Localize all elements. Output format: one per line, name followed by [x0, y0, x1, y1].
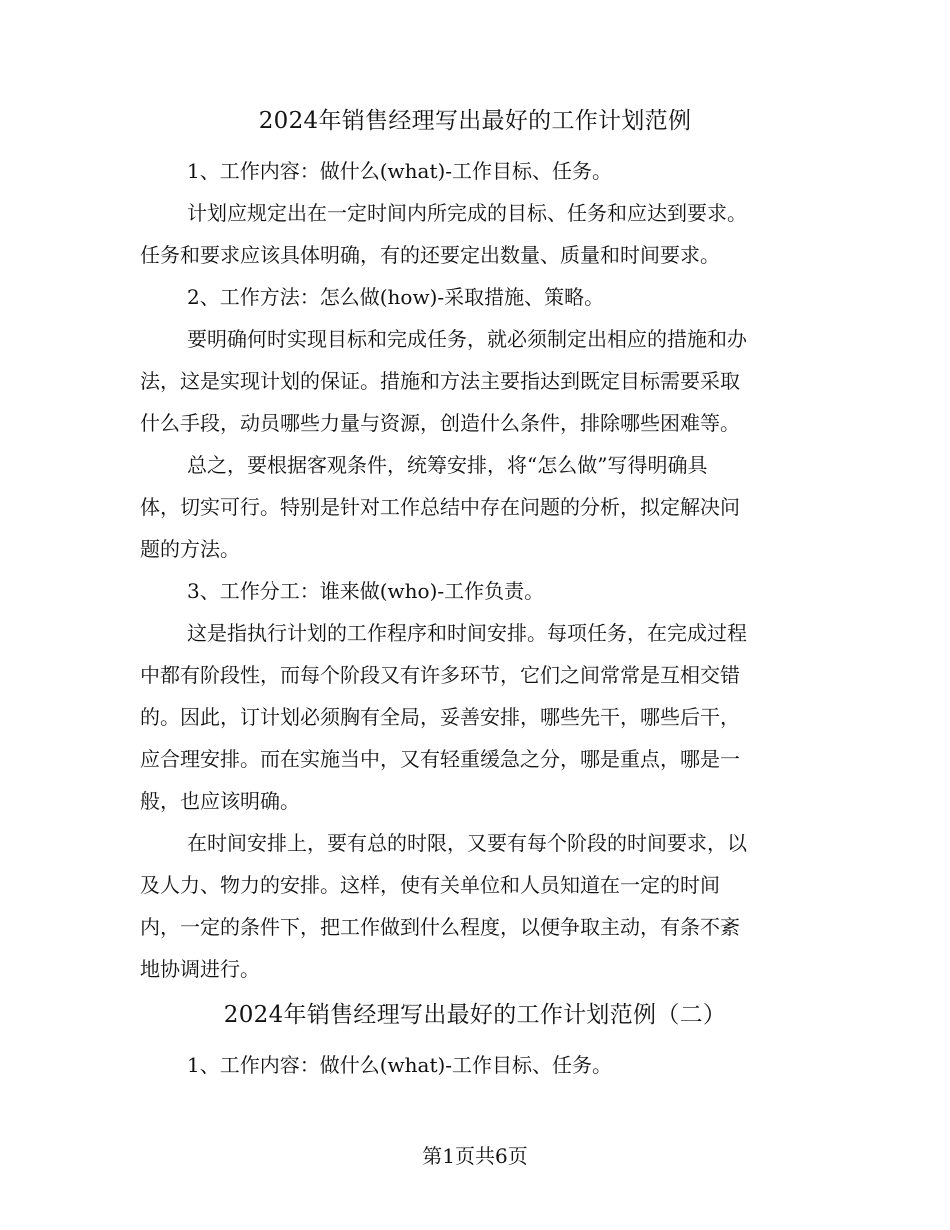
- page-number-footer: 第1页共6页: [422, 1144, 528, 1168]
- section2-heading: 2、工作方法：怎么做(how)-采取措施、策略。: [187, 285, 605, 309]
- section3-paragraph2-line: 在时间安排上，要有总的时限，又要有每个阶段的时间要求，以: [187, 831, 747, 855]
- section2-paragraph2-line: 题的方法。: [140, 537, 240, 561]
- part-two-section1-heading: 1、工作内容：做什么(what)-工作目标、任务。: [187, 1053, 613, 1077]
- section2-paragraph1-line: 要明确何时实现目标和完成任务，就必须制定出相应的措施和办: [187, 327, 747, 351]
- document-body-part-two: [140, 1044, 800, 1086]
- section1-heading: 1、工作内容：做什么(what)-工作目标、任务。: [187, 159, 613, 183]
- section3-paragraph2-line: 及人力、物力的安排。这样，使有关单位和人员知道在一定的时间: [140, 873, 720, 897]
- section3-paragraph1-line: 般，也应该明确。: [140, 789, 300, 813]
- section3-paragraph1-line: 应合理安排。而在实施当中，又有轻重缓急之分，哪是重点，哪是一: [140, 747, 740, 771]
- section3-paragraph1-line: 的。因此，订计划必须胸有全局，妥善安排，哪些先干，哪些后干，: [140, 705, 740, 729]
- section3-paragraph1-line: 中都有阶段性，而每个阶段又有许多环节，它们之间常常是互相交错: [140, 663, 740, 687]
- section3-paragraph2-line: 地协调进行。: [140, 957, 260, 981]
- section1-paragraph-line: 任务和要求应该具体明确，有的还要定出数量、质量和时间要求。: [140, 243, 720, 267]
- document-title-part-two: 2024年销售经理写出最好的工作计划范例（二）: [223, 1002, 727, 1028]
- section2-paragraph1-line: 法，这是实现计划的保证。措施和方法主要指达到既定目标需要采取: [140, 369, 740, 393]
- section2-paragraph1-line: 什么手段，动员哪些力量与资源，创造什么条件，排除哪些困难等。: [140, 411, 740, 435]
- section2-paragraph2-line: 体，切实可行。特别是针对工作总结中存在问题的分析，拟定解决问: [140, 495, 740, 519]
- section3-paragraph1-line: 这是指执行计划的工作程序和时间安排。每项任务，在完成过程: [187, 621, 747, 645]
- document-title: 2024年销售经理写出最好的工作计划范例: [258, 108, 692, 134]
- section1-paragraph-line: 计划应规定出在一定时间内所完成的目标、任务和应达到要求。: [187, 201, 747, 225]
- section3-paragraph2-line: 内，一定的条件下，把工作做到什么程度，以便争取主动，有条不紊: [140, 915, 740, 939]
- section3-heading: 3、工作分工：谁来做(who)-工作负责。: [187, 579, 545, 603]
- document-body: [140, 150, 800, 990]
- section2-paragraph2-line: 总之，要根据客观条件，统筹安排，将“怎么做”写得明确具: [187, 453, 708, 477]
